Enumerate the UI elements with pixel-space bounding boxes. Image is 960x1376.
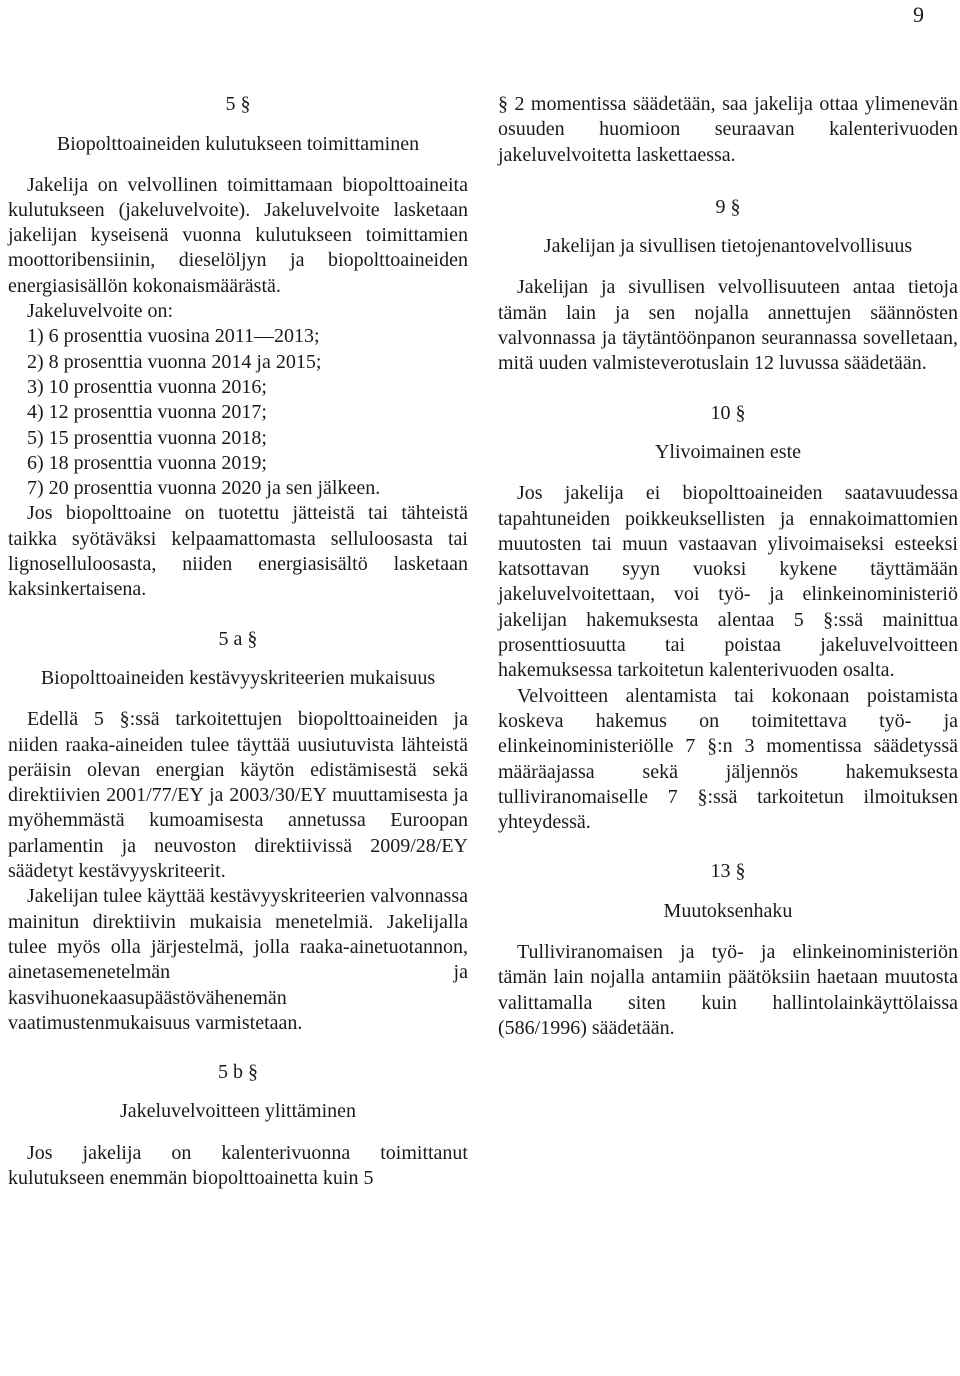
section-5a-paragraph-2: Jakelijan tulee käyttää kestävyyskriteerien valvonnassa mainitun direktiivin mukaisia menetelmiä. Jakelijalla tulee myös olla järjestelmä, jolla raaka-ainetuotannon, ainetasemenetelmän ja kasvihuonekaasupäästövähenemän vaatimustenmukaisuus varmistetaan.: [8, 885, 468, 1034]
section-9-number: 9 §: [715, 195, 741, 218]
section-13-number: 13 §: [710, 860, 746, 883]
section-5-item-3: 3) 10 prosenttia vuonna 2016;: [27, 375, 267, 398]
section-5a-paragraph-1: Edellä 5 §:ssä tarkoitettujen biopolttoaineiden ja niiden raaka-aineiden tulee täyttää uusiutuvista lähteistä peräisin olevan energian käytön edistämisestä sekä direktiivien 2001/77/EY ja 2003/30/EY muuttamisesta ja myöhemmästä kumoamisesta annetussa Euroopan parlamentin ja neuvoston direktiivissä 2009/28/EY säädetyt kestävyyskriteerit.: [8, 708, 468, 883]
section-5a-number: 5 a §: [218, 627, 258, 650]
section-9-paragraph-1: Jakelijan ja sivullisen velvollisuuteen antaa tietoja tämän lain ja sen nojalla annettujen säännösten valvonnassa ja täytäntöönpanon seurannassa sovelletaan, mitä uuden valmisteverotuslain 12 luvussa säädetään.: [498, 276, 958, 375]
section-5-item-7: 7) 20 prosenttia vuonna 2020 ja sen jälkeen.: [27, 477, 381, 500]
section-13-paragraph-1: Tulliviranomaisen ja työ- ja elinkeinoministeriön tämän lain nojalla antamiin päätöksiin haetaan muutosta valittamalla siten kuin hallintolainkäyttölaissa (586/1996) säädetään.: [498, 941, 958, 1039]
section-10-number: 10 §: [710, 401, 746, 424]
section-9-title: Jakelijan ja sivullisen tietojenantovelvollisuus: [543, 235, 913, 258]
section-10-paragraph-1: Jos jakelija ei biopolttoaineiden saatavuudessa tapahtuneiden poikkeuksellisten ja ennakoimattomien muutosten tai muun vastaavan ylivoimaiseksi esteeksi katsottavan syyn vuoksi kykene täyttämään jakeluvelvoitettaan, voi työ- ja elinkeinoministeriö jakelijan hakemuksesta alentaa 5 §:ssä mainittua prosenttiosuutta tai poistaa jakeluvelvoitteen hakemuksessa tarkoitetun kalenterivuoden osalta.: [498, 482, 958, 682]
section-5-title: Biopolttoaineiden kulutukseen toimittaminen: [56, 133, 420, 156]
section-10-paragraph-2: Velvoitteen alentamista tai kokonaan poistamista koskeva hakemus on toimitettava työ- ja elinkeinoministeriölle 7 §:n 3 momentissa säädetyssä määräajassa sekä jäljennös hakemuksesta tulliviranomaiselle 7 §:ssä tarkoitetun ilmoituksen yhteydessä.: [498, 684, 958, 834]
section-5-item-5: 5) 15 prosenttia vuonna 2018;: [27, 426, 267, 449]
section-10-title: Ylivoimainen este: [654, 440, 802, 463]
section-5-item-6: 6) 18 prosenttia vuonna 2019;: [27, 451, 267, 474]
left-column: [8, 0, 468, 1191]
right-column: [498, 0, 958, 1041]
section-5b-continuation: § 2 momentissa säädetään, saa jakelija ottaa ylimenevän osuuden huomioon seuraavan kalenterivuoden jakeluvelvoitetta laskettaessa.: [498, 93, 958, 166]
section-5-paragraph-1: Jakelija on velvollinen toimittamaan biopolttoaineita kulutukseen (jakeluvelvoite). Jakeluvelvoite lasketaan jakelijan kyseisenä vuonna kulutukseen toimittamien moottoribensiinin, dieselöljyn ja biopolttoaineiden energiasisällön kokonaismäärästä.: [8, 173, 468, 297]
section-5-item-4: 4) 12 prosenttia vuonna 2017;: [27, 401, 267, 424]
section-5b-number: 5 b §: [218, 1061, 258, 1084]
section-5b-paragraph-1: Jos jakelija on kalenterivuonna toimittanut kulutukseen enemmän biopolttoainetta kuin 5: [8, 1141, 468, 1189]
section-5-paragraph-3: Jos biopolttoaine on tuotettu jätteistä tai tähteistä taikka syötäväksi kelpaamattomasta selluloosasta tai lignoselluloosasta, niiden energiasisältö lasketaan kaksinkertaisena.: [8, 502, 468, 601]
section-5-paragraph-2-intro: Jakeluvelvoite on:: [27, 300, 174, 323]
section-13-title: Muutoksenhaku: [663, 899, 793, 922]
page-number: 9: [913, 2, 924, 27]
section-5-number: 5 §: [225, 93, 251, 115]
section-5-item-1: 1) 6 prosenttia vuosina 2011—2013;: [27, 325, 320, 348]
section-5a-title: Biopolttoaineiden kestävyyskriteerien mukaisuus: [40, 666, 436, 689]
section-5-item-2: 2) 8 prosenttia vuonna 2014 ja 2015;: [27, 350, 322, 373]
section-5b-title: Jakeluvelvoitteen ylittäminen: [119, 1100, 357, 1123]
